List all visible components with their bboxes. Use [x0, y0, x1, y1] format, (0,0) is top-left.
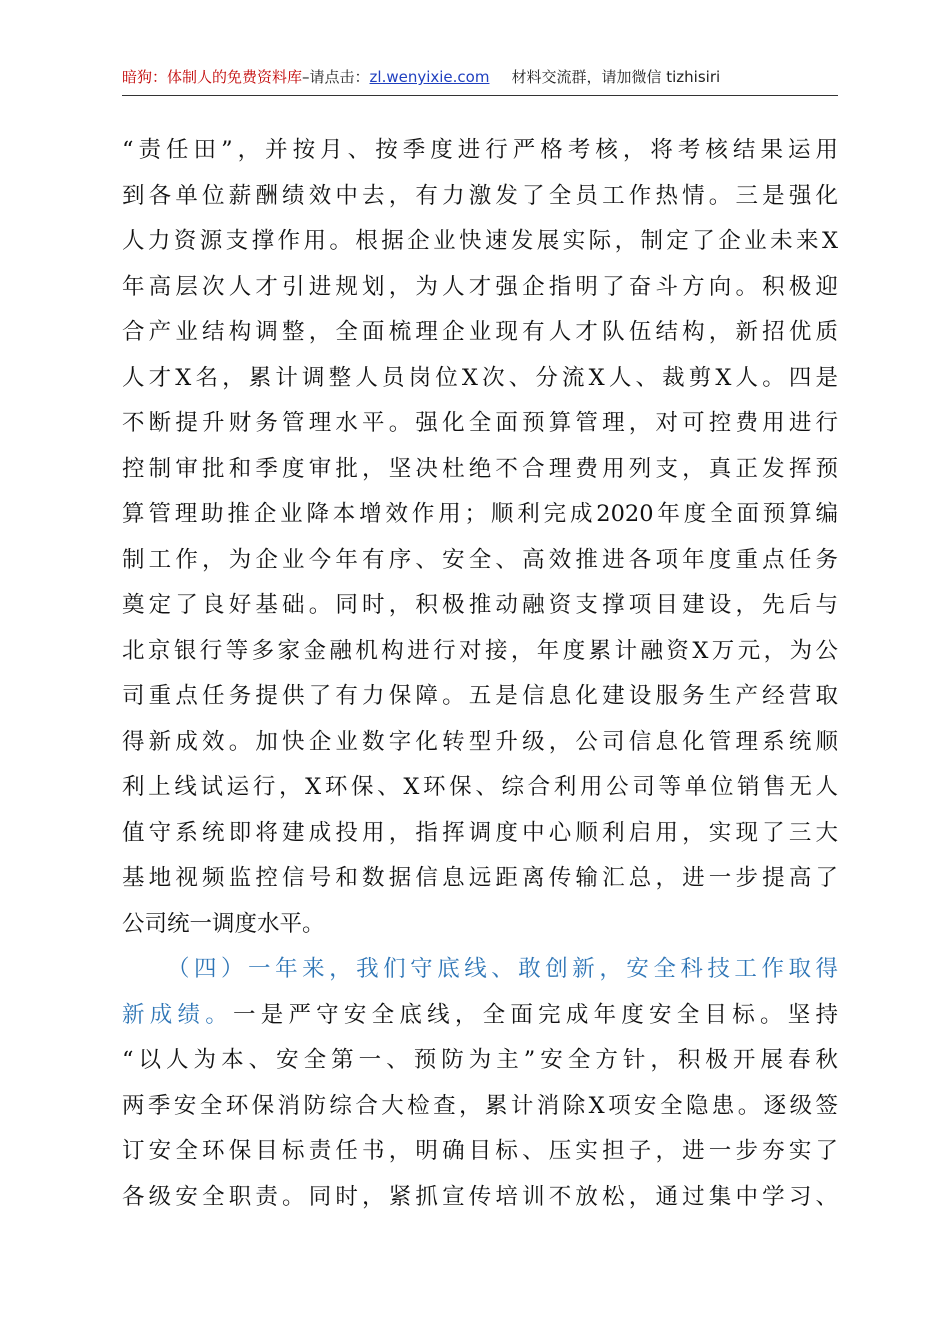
text-line: 算管理助推企业降本增效作用；顺利完成2020年度全面预算编: [122, 501, 838, 527]
text-line: 制工作，为企业今年有序、安全、高效推进各项年度重点任务: [122, 546, 838, 573]
text-line: 订安全环保目标责任书，明确目标、压实担子，进一步夯实了: [122, 1138, 838, 1164]
document-body: [122, 128, 838, 1220]
text-line: 合产业结构调整，全面梳理企业现有人才队伍结构，新招优质: [122, 319, 838, 345]
text-line: 公司统一调度水平。: [122, 910, 325, 937]
text-line: 得新成效。加快企业数字化转型升级，公司信息化管理系统顺: [122, 728, 838, 755]
header-click-label: –请点击：: [302, 68, 370, 86]
header-divider: [122, 95, 838, 96]
text-line: “以人为本、安全第一、预防为主”安全方针，积极开展春秋: [122, 1047, 838, 1073]
text-line: 奠定了良好基础。同时，积极推动融资支撑项目建设，先后与: [122, 592, 838, 618]
text-line: 基地视频监控信号和数据信息远距离传输汇总，进一步提高了: [122, 865, 838, 891]
page-header: [122, 66, 838, 90]
text-line: 北京银行等多家金融机构进行对接，年度累计融资X万元，为公: [122, 637, 838, 664]
text-line: 年高层次人才引进规划，为人才强企指明了奋斗方向。积极迎: [122, 273, 838, 300]
text-line: 人才X名，累计调整人员岗位X次、分流X人、裁剪X人。四是: [122, 364, 838, 391]
section-heading: （四）一年来，我们守底线、敢创新，安全科技工作取得: [167, 956, 838, 982]
text-line: “责任田”，并按月、按季度进行严格考核，将考核结果运用: [122, 137, 838, 163]
text-line: 利上线试运行，X环保、X环保、综合利用公司等单位销售无人: [122, 774, 838, 800]
text-line: 人力资源支撑作用。根据企业快速发展实际，制定了企业未来X: [122, 228, 838, 254]
text-line: 两季安全环保消防综合大检查，累计消除X项安全隐患。逐级签: [122, 1092, 838, 1119]
section-intro: 一是严守安全底线，全面完成年度安全目标。坚持: [232, 1001, 838, 1028]
text-line: 司重点任务提供了有力保障。五是信息化建设服务生产经营取: [122, 683, 838, 709]
text-line: 不断提升财务管理水平。强化全面预算管理，对可控费用进行: [122, 410, 838, 436]
section-heading-tail: 新成绩。: [122, 1001, 233, 1028]
text-line: 到各单位薪酬绩效中去，有力激发了全员工作热情。三是强化: [122, 182, 838, 209]
text-line: 各级安全职责。同时，紧抓宣传培训不放松，通过集中学习、: [122, 1183, 838, 1210]
text-line: 值守系统即将建成投用，指挥调度中心顺利启用，实现了三大: [122, 819, 838, 846]
header-link[interactable]: zl.wenyixie.com: [369, 68, 490, 86]
header-site-name: 暗狗：体制人的免费资料库: [122, 68, 303, 86]
text-line: 控制审批和季度审批，坚决杜绝不合理费用列支，真正发挥预: [122, 455, 838, 482]
section-heading-continuation: [122, 993, 838, 1039]
header-contact: 材料交流群，请加微信 tizhisiri: [511, 68, 721, 86]
